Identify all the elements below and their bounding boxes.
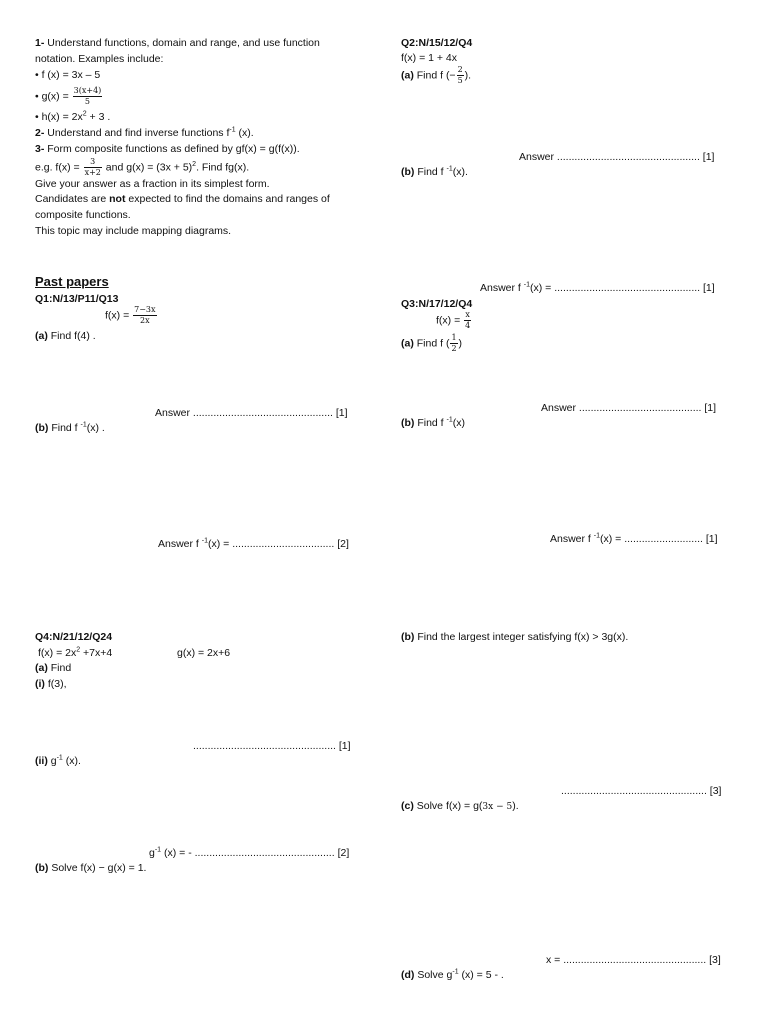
q4-a-i-answer-line: ................................................. [1] <box>193 740 351 752</box>
q2-function: f(x) = 1 + 4x <box>401 52 458 64</box>
simplest-form-note: Give your answer as a fraction in its simplest form. <box>35 177 270 190</box>
q4-part-c: (c) Solve f(x) = g(3x − 5). <box>401 800 519 812</box>
intro-item-2: 2- Understand and find inverse functions $f^{-1}$ (x). <box>35 126 254 139</box>
q2-a-answer-line: Answer ................................................. [1] <box>519 151 715 163</box>
q1-part-b: (b) Find f $^{-1}$(x) . <box>35 421 105 434</box>
fraction: $\frac{7-3x}{2x}$ <box>134 305 156 325</box>
q4-right-b-answer-line: .................................................. [3] <box>561 785 722 797</box>
q4-title: Q4:N/21/12/Q24 <box>35 631 113 643</box>
q1-b-answer-line: Answer f $^{-1}$(x) = ................................... [2] <box>158 537 349 550</box>
example-g: • g(x) = $\frac{3(x+4)}{5}$ <box>35 86 102 107</box>
q2-part-b: (b) Find f $^{-1}$(x). <box>401 165 468 178</box>
intro-item-3: 3- Form composite functions as defined by gf(x) = g(f(x)). <box>35 142 300 155</box>
q2-b-answer-line: Answer f $^{-1}$(x) = .................................................. [1] <box>480 281 715 294</box>
example-f: • f (x) = 3x – 5 <box>35 68 101 81</box>
q4-part-d: (d) Solve $g^{-1}$ (x) = 5 - . <box>401 968 504 981</box>
fraction: $\frac{3(x+4)}{5}$ <box>73 86 102 107</box>
syllabus-intro <box>35 36 375 240</box>
fraction: $\frac{2}{5}$ <box>457 65 463 85</box>
example-composite: e.g. f(x) = $\frac{3}{x+2}$ and $g(x) = (3x + 5)^2$. Find fg(x). <box>35 156 250 177</box>
q3-function: f(x) = $\frac{x}{4}$ <box>436 310 471 330</box>
candidates-note: Candidates are not expected to find the domains and ranges of <box>35 193 330 206</box>
q1-part-a: (a) Find f(4) . <box>35 330 96 342</box>
q1-a-answer-line: Answer ................................................ [1] <box>155 407 348 419</box>
fraction: $\frac{3}{x+2}$ <box>84 156 101 177</box>
fraction: $\frac{1}{2}$ <box>451 333 457 353</box>
q4-function-f: $f(x) = 2x^2 +7x+4$ <box>38 646 113 659</box>
candidates-note-cont: composite functions. <box>35 209 131 221</box>
q4-part-a-i: (i) f(3), <box>35 678 67 690</box>
past-papers-heading: Past papers <box>35 274 109 289</box>
intro-item-1: 1- Understand functions, domain and range, and use function <box>35 37 320 49</box>
q2-part-a: (a) Find f (− $\frac{2}{5}$ ). <box>401 65 472 85</box>
fraction: $\frac{x}{4}$ <box>465 310 471 330</box>
q4-a-ii-answer-line: $g^{-1}$ (x) = - ................................................ [2] <box>149 846 350 859</box>
q3-part-a: (a) Find f ( $\frac{1}{2}$ ) <box>401 333 463 353</box>
q1-function: f(x) = $\frac{7-3x}{2x}$ <box>105 305 156 325</box>
q3-title: Q3:N/17/12/Q4 <box>401 298 473 310</box>
intro-item-1-cont: notation. Examples include: <box>35 52 164 65</box>
q4-part-a: (a) Find <box>35 662 72 674</box>
q3-part-b: (b) Find f $^{-1}$(x) <box>401 416 466 429</box>
q4-function-g: g(x) = 2x+6 <box>177 647 231 659</box>
q4-c-answer-line: x = ................................................. [3] <box>546 954 721 966</box>
q4-right-part-b: (b) Find the largest integer satisfying f(x) > 3g(x). <box>401 631 629 643</box>
q3-b-answer-line: Answer f $^{-1}$(x) = ........................... [1] <box>550 532 718 545</box>
q1-title: Q1:N/13/P11/Q13 <box>35 293 119 305</box>
q3-a-answer-line: Answer .......................................... [1] <box>541 402 717 414</box>
example-h: • $h(x) = 2x^2 + 3$ . <box>35 110 111 124</box>
q4-part-a-ii: (ii) $g^{-1}$ (x). <box>35 754 81 767</box>
mapping-note: This topic may include mapping diagrams. <box>35 224 232 237</box>
q2-title: Q2:N/15/12/Q4 <box>401 37 473 49</box>
q4-part-b: (b) Solve f(x) − g(x) = 1. <box>35 862 147 874</box>
